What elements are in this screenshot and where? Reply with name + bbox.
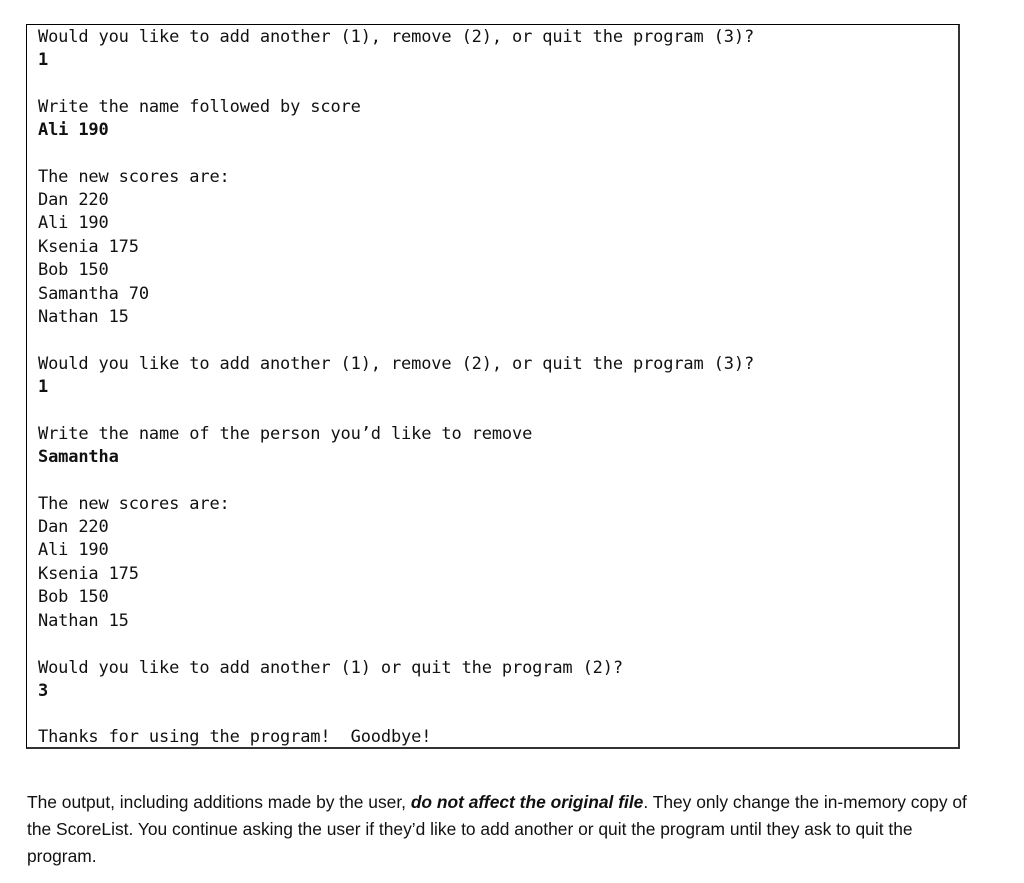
score-line: Ali 190 <box>38 213 109 233</box>
score-line: Ksenia 175 <box>38 564 139 584</box>
menu-prompt: Would you like to add another (1), remove (2), or quit the program (3)? <box>38 27 755 47</box>
user-input: 1 <box>38 50 49 70</box>
user-input: Ali 190 <box>38 120 109 140</box>
score-line: Bob 150 <box>38 587 109 607</box>
user-input: Samantha <box>38 447 119 467</box>
score-line: Ali 190 <box>38 540 109 560</box>
score-line: Dan 220 <box>38 517 109 537</box>
explanation-text: The output, including additions made by the user, <box>27 792 411 812</box>
scores-heading: The new scores are: <box>38 167 230 187</box>
explanation-paragraph <box>27 789 967 870</box>
user-input: 1 <box>38 377 49 397</box>
scores-heading: The new scores are: <box>38 494 230 514</box>
menu-prompt: Would you like to add another (1), remove (2), or quit the program (3)? <box>38 354 755 374</box>
goodbye-message: Thanks for using the program! Goodbye! <box>38 727 432 747</box>
score-line: Bob 150 <box>38 260 109 280</box>
add-prompt: Write the name followed by score <box>38 97 361 117</box>
score-line: Nathan 15 <box>38 611 129 631</box>
console-output-box <box>26 24 960 749</box>
score-line: Samantha 70 <box>38 284 149 304</box>
user-input: 3 <box>38 681 49 701</box>
remove-prompt: Write the name of the person you’d like to remove <box>38 424 533 444</box>
score-line: Nathan 15 <box>38 307 129 327</box>
score-line: Dan 220 <box>38 190 109 210</box>
emphasis-text: do not affect the original file <box>410 792 644 812</box>
score-line: Ksenia 175 <box>38 237 139 257</box>
explanation-text-continued: . They only change the in-memory copy of the ScoreList. You continue asking the user if they’d like to add another or quit the program until they ask to quit the program. <box>27 792 967 866</box>
menu-prompt: Would you like to add another (1) or quit the program (2)? <box>38 658 623 678</box>
